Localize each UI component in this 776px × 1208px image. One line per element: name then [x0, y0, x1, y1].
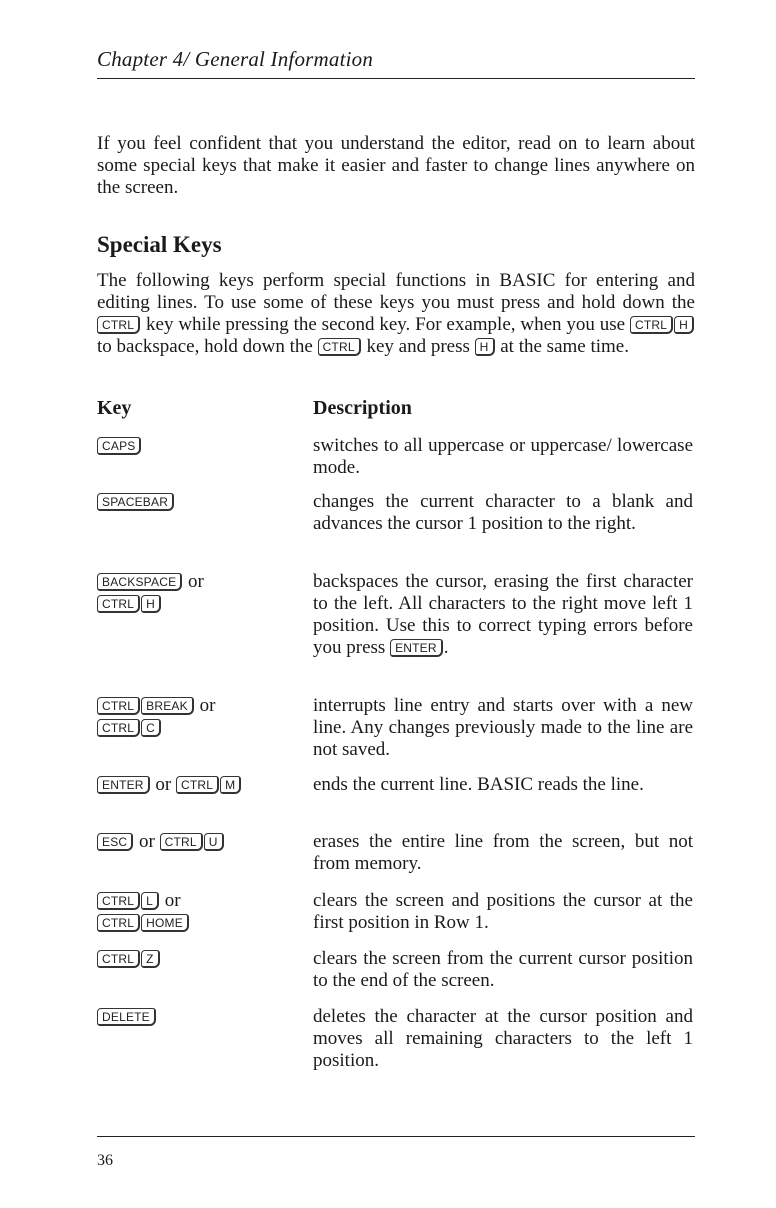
lead-text: key while pressing the second key. For example, when you use [146, 314, 626, 335]
key-description: erases the entire line from the screen, but not from memory. [313, 831, 693, 874]
ctrl-key: CTRL [630, 316, 673, 334]
h-key: H [141, 595, 161, 613]
key-combo [97, 948, 302, 970]
key-combo [97, 831, 302, 853]
u-key: U [204, 833, 224, 851]
chapter-header: Chapter 4/ General Information [97, 47, 374, 71]
l-key: L [141, 892, 159, 910]
key-description: changes the current character to a blank and advances the cursor 1 position to the right. [313, 491, 693, 534]
c-key: C [141, 719, 161, 737]
or-text: or [139, 831, 155, 852]
ctrl-key: CTRL [160, 833, 203, 851]
home-key: HOME [141, 914, 189, 932]
ctrl-key: CTRL [97, 697, 140, 715]
key-combo [97, 890, 302, 934]
header-rule [97, 78, 695, 79]
lead-text: key and press [366, 336, 470, 357]
key-description: deletes the character at the cursor position and moves all remaining characters to the left 1 position. [313, 1006, 693, 1071]
enter-key: ENTER [390, 639, 443, 657]
ctrl-key: CTRL [97, 719, 140, 737]
lead-text: at the same time. [500, 336, 629, 357]
break-key: BREAK [141, 697, 194, 715]
lead-paragraph [97, 270, 695, 358]
footer-rule [97, 1136, 695, 1137]
key-combo [97, 695, 302, 739]
m-key: M [220, 776, 241, 794]
key-combo [97, 491, 302, 513]
key-description: clears the screen and positions the cursor at the first position in Row 1. [313, 890, 693, 933]
key-description: ends the current line. BASIC reads the line. [313, 774, 644, 795]
lead-text: to backspace, hold down the [97, 336, 313, 357]
or-text: or [164, 890, 181, 911]
ctrl-key: CTRL [176, 776, 219, 794]
key-description: switches to all uppercase or uppercase/ lowercase mode. [313, 435, 693, 478]
spacebar-key: SPACEBAR [97, 493, 174, 511]
or-text: or [199, 695, 216, 716]
backspace-key: BACKSPACE [97, 573, 182, 591]
z-key: Z [141, 950, 160, 968]
ctrl-key: CTRL [97, 892, 140, 910]
description-text: backspaces the cursor, erasing the first character to the left. All characters to the right move left 1 position. Use this to correct typing errors before you press [313, 571, 693, 658]
enter-key: ENTER [97, 776, 150, 794]
h-key: H [475, 338, 495, 356]
page-number: 36 [97, 1152, 113, 1169]
description-end: . [443, 637, 449, 658]
lead-text: The following keys perform special functions in BASIC for entering and editing lines. To use some of these keys you must press and hold down the [97, 270, 695, 313]
key-description: clears the screen from the current cursor position to the end of the screen. [313, 948, 693, 991]
delete-key: DELETE [97, 1008, 156, 1026]
key-combo [97, 1006, 302, 1028]
key-combo [97, 774, 302, 796]
or-text: or [188, 571, 204, 592]
ctrl-key: CTRL [97, 595, 140, 613]
intro-paragraph: If you feel confident that you understand the editor, read on to learn about some special keys that make it easier and faster to change lines anywhere on the screen. [97, 133, 695, 198]
ctrl-key: CTRL [97, 914, 140, 932]
ctrl-key: CTRL [97, 316, 140, 334]
caps-key: CAPS [97, 437, 141, 455]
h-key: H [674, 316, 694, 334]
key-column-header: Key [97, 397, 132, 419]
key-combo [97, 571, 302, 615]
or-text: or [155, 774, 172, 795]
description-column-header: Description [313, 397, 412, 419]
ctrl-key: CTRL [318, 338, 361, 356]
section-title: Special Keys [97, 232, 222, 257]
ctrl-key: CTRL [97, 950, 140, 968]
esc-key: ESC [97, 833, 133, 851]
key-description: interrupts line entry and starts over with a new line. Any changes previously made to the line are not saved. [313, 695, 693, 760]
key-combo [97, 435, 302, 457]
key-description [313, 571, 693, 659]
